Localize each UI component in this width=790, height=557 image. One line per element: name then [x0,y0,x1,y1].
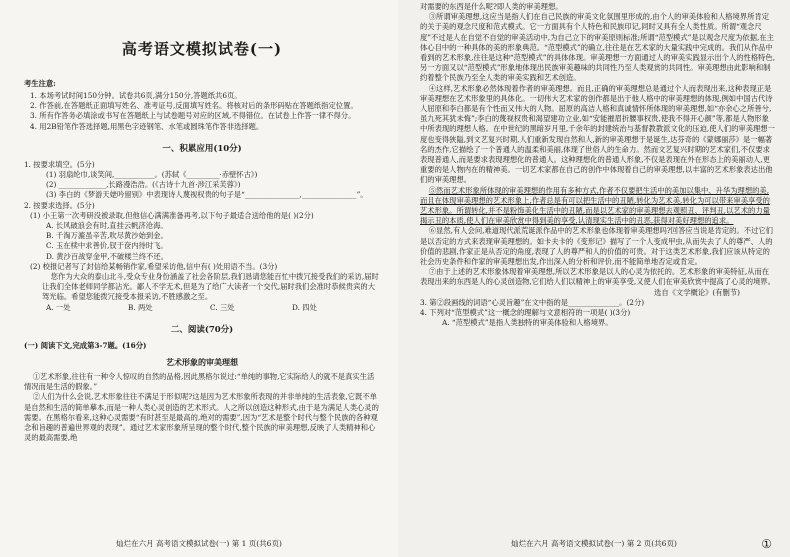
notice-item: 3. 所有作答务必填涂或书写在答题纸上与试卷题号对应的区域,不得错位。在试卷上作答一律不得分。 [30,111,356,121]
question-2-2-options [24,303,380,313]
notice-item: 4. 用2B铅笔作答选择题,用黑色字迹钢笔、水笔或圆珠笔作答非选择题。 [30,121,264,131]
question-2-1: (1) 小王第一次考研没被录取,但他信心满满准备再考,以下句子最适合送给他的是( )(2分) [30,210,314,220]
article-paragraph: ⑦由于上述的艺术形象体现着审美理想,所以艺术形象是以人的心灵为依托的。艺术形象的审美特征,从而在表现出来的东西是人的心灵创造物,它们给人们以精神上的审美享受,又使人们在审美欣赏中提高了心灵的境界。 [420,267,775,287]
article-title: 艺术形象的审美理想 [166,357,238,368]
question-3: 3. 第②段画线的词语“心灵旨趣”在文中指的是______________。(2分) [420,297,645,307]
option: D. 四处 [292,302,317,312]
option: A. “范型模式”是指人类独特的审美体验和人格境界。 [442,318,613,328]
question-2-heading: 2. 按要求选择。(5分) [24,200,95,210]
option: A. 长风破浪会有时,直挂云帆济沧海。 [46,221,168,231]
article-paragraph: ④这样,艺术形象必然体现着作者的审美理想。而且,正确的审美理想总是通过个人而表现出来,这种表现正是审美理想在艺术形象里的具体化。一切伟大艺术家的创作都是出于他人格中的审美理想的体现,例如中国古代诗人屈原和李白都是有个性而又伟大的人物。屈原的高洁人格和真诚情怀所体现的审美理想,如“亦余心之所善兮,虽九死其犹未悔”;李白的蔑视权贵和渴望建功立业,如“安能摧眉折腰事权贵,使我不得开心颜”等,都是人物形象中所表现的理想人格。在中世纪的黑暗岁月里,千余年的封建统治与基督教教派文化的压迫,使人们的审美理想一度也变得狭隘,到文艺复兴时期,人们重新发现自然和人,新的审美理想于是诞生,达芬奇的《蒙娜丽莎》是一幅著名的杰作,它描绘了一个普通人的温柔和美丽,体现了世俗人的生命力。然而文艺复兴时期的艺术家们,不仅要求表现普通人,而是要求表现理想化的普通人。这种理想化的普通人形象,不仅是表现在外在形态上的美丽动人,更重要的是人物内在的精神美。一切艺术家都在自己的创作中体现着自己的审美理想,以丰富的艺术形象表达出他们的审美理想。 [420,83,775,185]
option: A. 一处 [46,302,71,312]
question-2-2: (2) 校报记者写了封信给某畅销作家,希望采访他,信中有( )处用语不当。(3分) [30,261,278,271]
question-4: 4. 下列对“范型模式”这一概念的理解与文意相符的一项是( )(3分) [420,308,631,318]
page-circle-mark: ① [761,537,772,551]
option: B. 两处 [128,302,153,312]
question-1-line: (1) 羽扇纶巾,谈笑间,___________。(苏轼《_________·赤壁怀古》) [46,170,258,180]
notice-heading: 考生注意: [24,79,56,88]
section-heading-accumulation: 一、积累应用(10分) [162,143,242,154]
article-paragraph: ②人们为什么会说,艺术形象往往不满足于形似呢?这是因为艺术形象所表现的并非单纯的生活表象,它既不单是自然和生活的简单摹本,而是一种人类心灵创造的艺术形式。人之所以创造这种形式,由于是为满足人类心灵的需要。在黑格尔看来,这种心灵需要“有时甚至是最高的,绝对的需要”,因为“艺术是整个时代与整个民族的各种观念和旨趣的普遍世界观的表现”。通过艺术家形象所呈现的整个时代,整个民族的审美理想,反映了人类精神和心灵的最高需要,绝 [24,392,379,443]
option: D. 黄沙百战穿金甲,不破楼兰终不还。 [46,251,169,261]
option: B. 千淘万漉虽辛苦,吹尽黄沙始到金。 [46,231,168,241]
article-paragraph: ③所谓审美理想,这应当是指人们在自己民族的审美文化氛围里形成的,由个人的审美体验和人格境界所肯定的关于美的观念尺度和范式模式。它一方面具有个人特色和民族印记,同时又具有全人类性质。所谓“观念尺度”不过是人在自觉不自觉的审美活动中,为自己立下的审美原则标准;所谓“范型模式”是以观念尺度为依据,在主体心目中的一种具体的美的形象典范。“范型模式”的确立,往往是在艺术家的大量实践中完成的。我们从作品中看到的艺术形象,往往是这种“范型模式”的具体体现。审美理想一方面通过人的审美实践显示出个人的性格特色,另一方面又以“范型模式”形象地体现出民族审美趣味的共同性乃至人类观赏的共同性。审美理想由此影响和制约着整个民族乃至全人类的审美实践和艺术创造。 [420,12,776,83]
option: C. 三处 [210,302,235,312]
reading-part-heading: (一) 阅读下文,完成第3-7题。(16分) [24,340,147,350]
article-paragraph: ①艺术形象,往往有一种令人惊叹的自然的品格,因此黑格尔说过:“单纯的事物,它实际给人的就不是真实生活情况而是生活的假象。” [24,372,375,392]
question-1-line: (3) 李白的《梦游天姥吟留别》中表现诗人蔑视权贵的句子是“_______________,_______________”。 [46,190,368,200]
page-footer: 灿烂在六月 高考语文模拟试卷(一) 第 2 页(共6页) [511,539,677,548]
article-source: 选自《文学概论》(有删节) [654,287,740,297]
article-paragraph: ⑥显然,有人会问,难道现代派荒诞派作品中的艺术形象也体现着审美理想吗?回答应当说是肯定的。不过它们是以否定的方式来表现审美理想的。如卡夫卡的《变形记》描写了一个人变成甲虫,从而失去了人的尊严、人的价值的悲剧,作家正是从否定的角度,表现了人的尊严和人的价值的可贵。对于这类艺术形象,我们应该从特定的社会历史条件和作家的审美理想出发,作出深入的分析和评价,而不能简单地否定或肯定。 [420,226,773,267]
question-2-2-quote: 您作为大众的泰山北斗,受众专业身份涵盖了社会各阶层,我们恳请您能百忙中拨冗接受我们的采访,届时让我们全体老师同学都沾光。鄙人不学无术,但是为了给广大读者一个交代,届时我们会准时恭候贵宾的大驾光临。希望您能拨冗接受本报采访,不胜感激之至。 [42,272,379,302]
question-1-line: (2) _____________,长路漫浩浩。(《古诗十九首·涉江采芙蓉》) [46,180,241,190]
exam-title: 高考语文模拟试卷(一) [121,40,283,58]
page-footer: 灿烂在六月 高考语文模拟试卷(一) 第 1 页(共6页) [116,539,282,548]
article-paragraph-underlined: ⑤然而艺术形象所体现的审美理想的作用有多种方式,作者不仅要把生活中的美加以集中、升华为理想的美,而且在体现审美理想的艺术形象上,作者总是有可以把生活中的丑陋,转化为艺术美,转化为可以带来审美享受的艺术形象。所谓转化,并不是粉饰美化生活中的丑陋,而是以艺术家的审美理想去观照丑、评判丑,以艺术的力量揭示丑的本质,使人们在审美欣赏中得到美的享受,认清现实生活中的丑恶,获得对美好理想的追求。 [420,185,770,226]
notice-item: 1. 本场考试时间150分钟。试卷共6页,满分150分,答题纸共6页。 [30,91,242,100]
article-paragraph: 对需要的东西是什么呢?即人类的审美理想。 [420,2,563,11]
notice-item: 2. 作答前,在答题纸正面填写姓名、准考证号,反面填写姓名。将核对后的条形码贴在答题纸指定位置。 [30,101,358,111]
question-1-heading: 1. 按要求填空。(5分) [24,159,95,169]
exam-notice [24,79,380,132]
option: C. 玉在椟中求善价,钗于奁内待时飞。 [46,241,168,251]
exam-page-right [398,0,790,557]
section-heading-reading: 二、阅读(70分) [170,324,234,335]
